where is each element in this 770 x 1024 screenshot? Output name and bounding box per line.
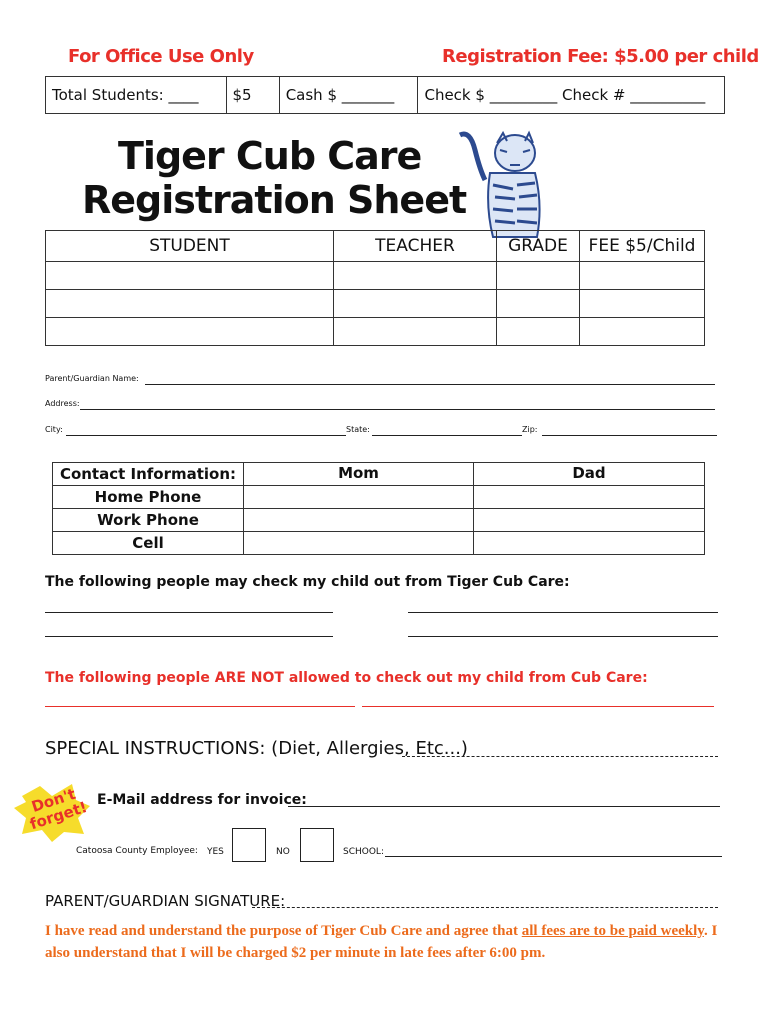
home-phone-label: Home Phone [53,486,244,509]
student-table [45,230,705,346]
cash-cell[interactable]: Cash $ _______ [279,77,418,114]
contact-table [52,462,705,555]
office-table [45,76,725,114]
fee-header: FEE $5/Child [580,231,705,262]
employee-yes-label: YES [207,847,224,857]
cell-label: Cell [53,532,244,555]
total-students-cell[interactable]: Total Students: ____ [46,77,227,114]
student-row [46,318,705,346]
teacher-cell[interactable] [334,290,497,318]
mom-cell[interactable] [244,532,474,555]
mom-home-phone[interactable] [244,486,474,509]
email-line[interactable] [288,806,720,807]
address-label: Address: [45,399,80,408]
guardian-name-line[interactable] [145,384,715,385]
grade-cell[interactable] [497,290,580,318]
dad-home-phone[interactable] [474,486,705,509]
zip-label: Zip: [522,425,538,434]
teacher-cell[interactable] [334,318,497,346]
contact-header: Contact Information: [53,463,244,486]
employee-yes-checkbox[interactable] [232,828,266,862]
dad-cell[interactable] [474,532,705,555]
fee-cell[interactable] [580,318,705,346]
dad-header: Dad [474,463,705,486]
special-instructions-label: SPECIAL INSTRUCTIONS: (Diet, Allergies, Etc...) [45,738,468,759]
check-number[interactable]: Check # __________ [561,86,706,104]
pickup-not-allowed-text: The following people ARE NOT allowed to check out my child from Cub Care: [45,670,648,686]
employee-no-label: NO [276,847,290,857]
check-amount[interactable]: Check $ _________ [424,86,558,104]
teacher-header: TEACHER [334,231,497,262]
statement-part1: I have read and understand the purpose of Tiger Cub Care and agree that [45,923,522,939]
pickup-allowed-line[interactable] [408,612,718,613]
dad-work-phone[interactable] [474,509,705,532]
work-phone-label: Work Phone [53,509,244,532]
dont-forget-text: Don't forget! [27,784,90,834]
title-line1: Tiger Cub Care [118,134,422,178]
student-cell[interactable] [46,262,334,290]
fee-cell[interactable] [580,262,705,290]
student-row [46,262,705,290]
mom-header: Mom [244,463,474,486]
student-header: STUDENT [46,231,334,262]
special-instructions-line[interactable] [402,756,718,757]
teacher-cell[interactable] [334,262,497,290]
check-cell[interactable] [418,77,725,114]
employee-label: Catoosa County Employee: [76,846,198,856]
pickup-not-allowed-line[interactable] [45,706,355,707]
amount-cell: $5 [226,77,279,114]
state-line[interactable] [372,435,522,436]
tiger-illustration [455,125,545,245]
student-row [46,290,705,318]
fee-cell[interactable] [580,290,705,318]
email-label: E-Mail address for invoice: [97,792,307,808]
title-line2: Registration Sheet [82,178,467,222]
registration-fee-header: Registration Fee: $5.00 per child [442,46,759,67]
pickup-not-allowed-line[interactable] [362,706,714,707]
school-label: SCHOOL: [343,847,384,857]
statement-underlined: all fees are to be paid weekly [521,923,704,939]
agreement-statement [45,920,725,964]
school-line[interactable] [385,856,722,857]
employee-no-checkbox[interactable] [300,828,334,862]
student-cell[interactable] [46,318,334,346]
zip-line[interactable] [542,435,717,436]
statement-part2: . I also understand that I will be charged $2 per minute in late fees after 6:00 pm. [45,923,718,961]
pickup-allowed-line[interactable] [45,636,333,637]
grade-cell[interactable] [497,262,580,290]
grade-cell[interactable] [497,318,580,346]
student-cell[interactable] [46,290,334,318]
office-use-header: For Office Use Only [68,46,254,67]
signature-line[interactable] [252,907,718,908]
mom-work-phone[interactable] [244,509,474,532]
guardian-name-label: Parent/Guardian Name: [45,374,139,383]
signature-label: PARENT/GUARDIAN SIGNATURE: [45,892,286,910]
pickup-allowed-line[interactable] [408,636,718,637]
pickup-allowed-line[interactable] [45,612,333,613]
grade-header: GRADE [497,231,580,262]
state-label: State: [346,425,370,434]
pickup-allowed-text: The following people may check my child out from Tiger Cub Care: [45,574,570,590]
city-line[interactable] [66,435,346,436]
city-label: City: [45,425,63,434]
address-line[interactable] [80,409,715,410]
